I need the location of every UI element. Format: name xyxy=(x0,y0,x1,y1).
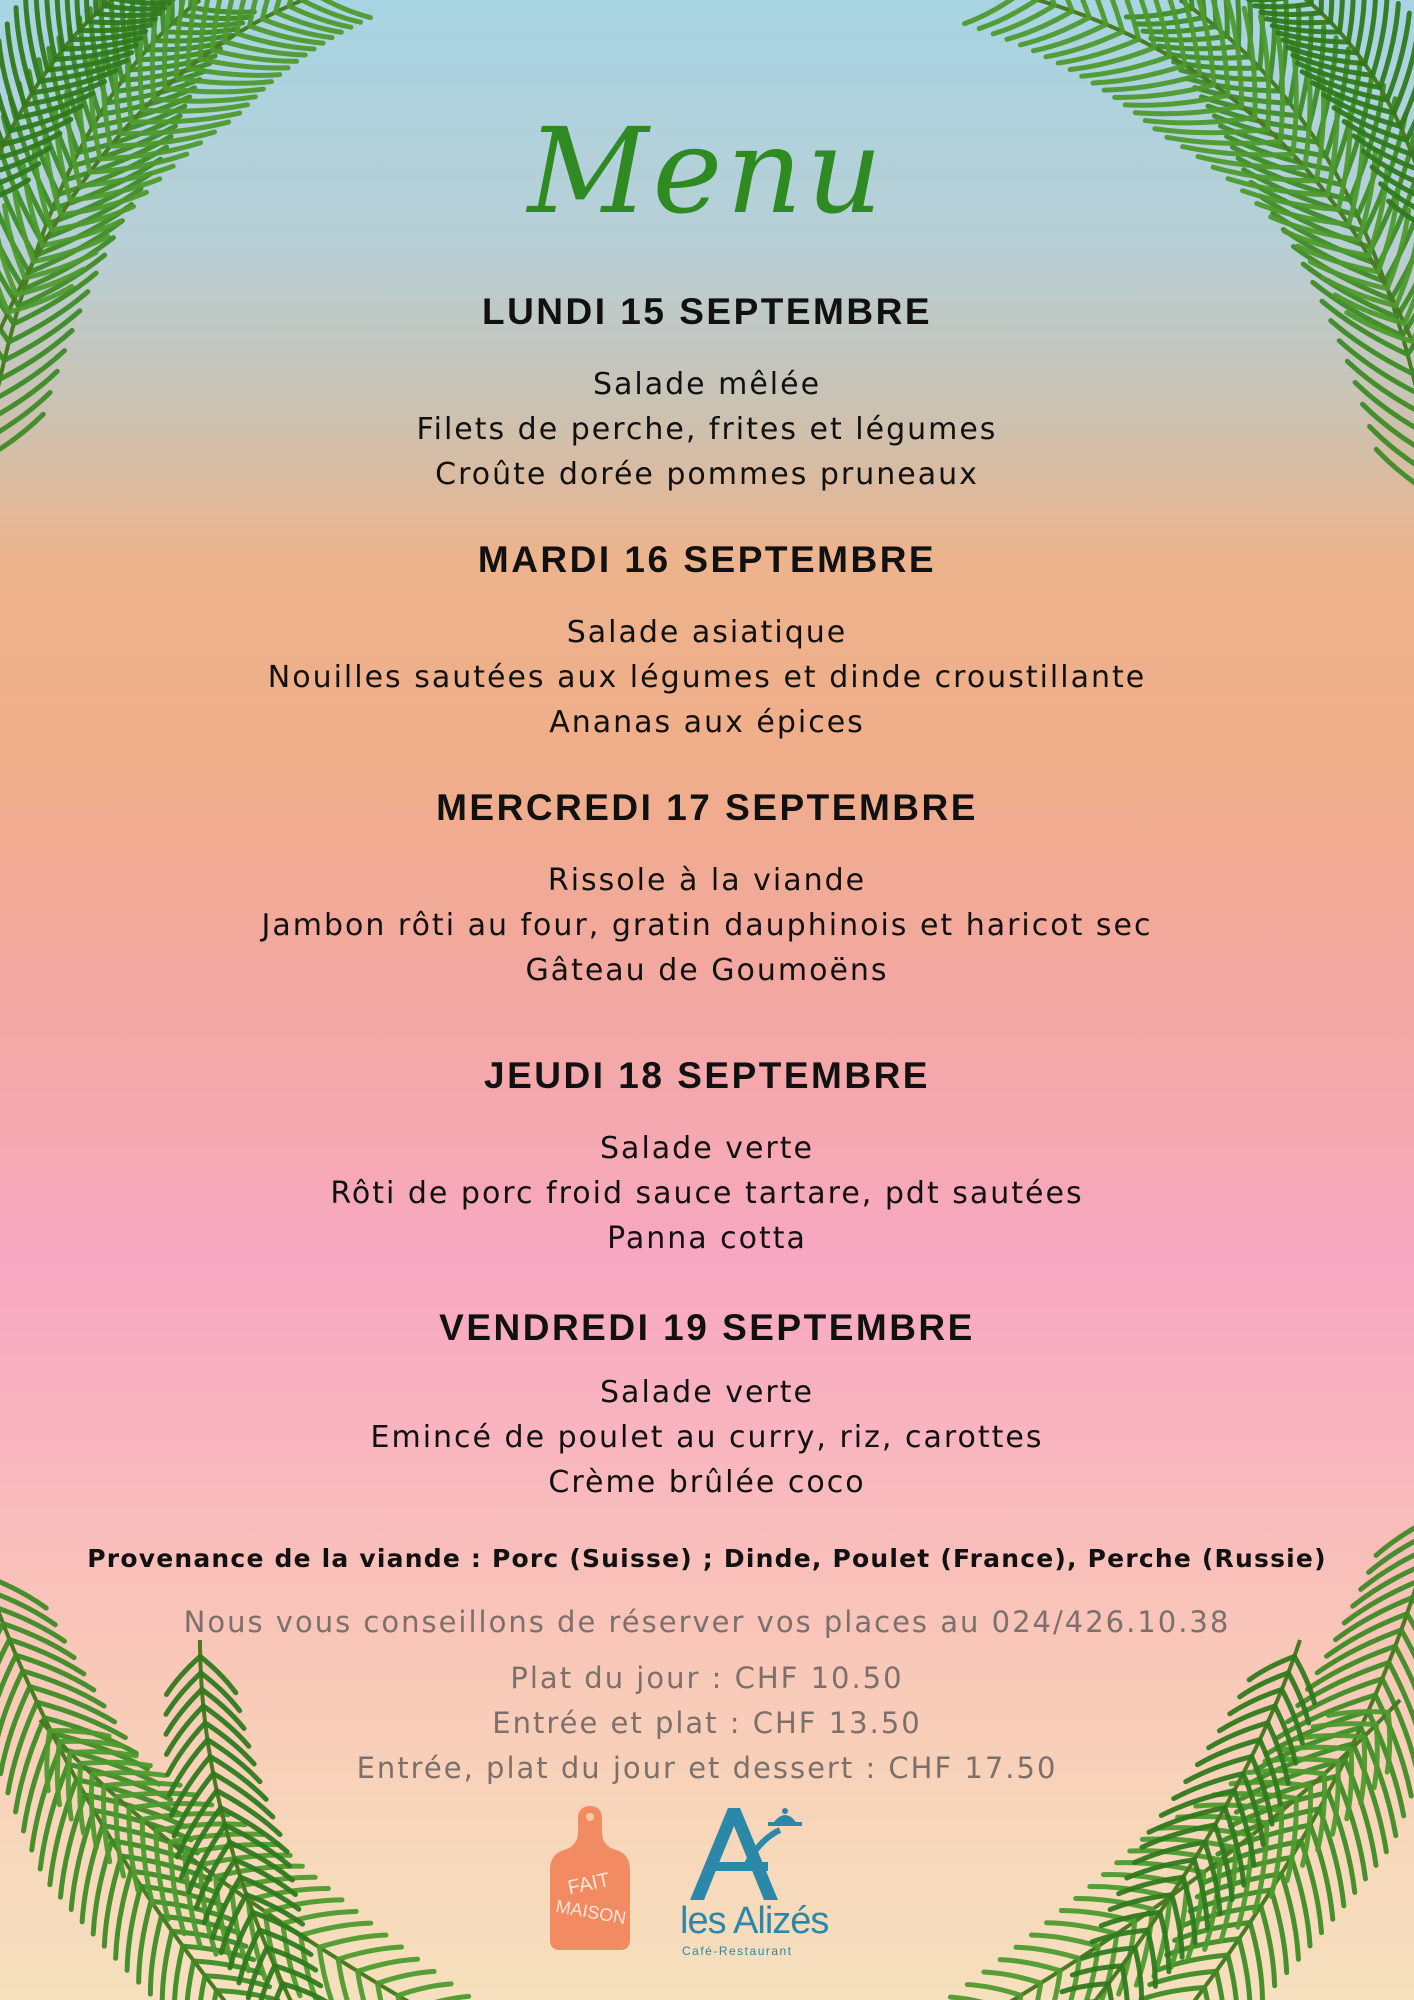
dish-dessert: Croûte dorée pommes pruneaux xyxy=(435,457,979,492)
dish-dessert: Ananas aux épices xyxy=(549,705,865,740)
les-alizes-name: les Alizés xyxy=(680,1900,829,1942)
les-alizes-subtitle: Café-Restaurant xyxy=(682,1944,793,1958)
reservation-note xyxy=(0,1600,1414,1645)
dish-main: Emincé de poulet au curry, riz, carottes xyxy=(370,1420,1044,1455)
dish-starter: Salade verte xyxy=(600,1131,814,1166)
dish-dessert: Crème brûlée coco xyxy=(548,1465,866,1500)
price-list xyxy=(0,1656,1414,1791)
day-heading: LUNDI 15 SEPTEMBRE xyxy=(481,291,932,332)
dish-dessert: Gâteau de Goumoëns xyxy=(525,953,889,988)
fait-maison-logo xyxy=(548,1806,632,1952)
dish-starter: Salade asiatique xyxy=(566,615,848,650)
dish-main: Nouilles sautées aux légumes et dinde croustillante xyxy=(267,660,1147,695)
day-monday xyxy=(0,290,1414,497)
day-friday xyxy=(0,1306,1414,1505)
dish-list xyxy=(0,1370,1414,1505)
price-line: Plat du jour : CHF 10.50 xyxy=(510,1661,904,1695)
meat-origin-note: Provenance de la viande : Porc (Suisse) ; Dinde, Poulet (France), Perche (Russie) xyxy=(87,1544,1327,1573)
dish-list xyxy=(0,610,1414,745)
day-wednesday xyxy=(0,786,1414,993)
reservation-text: Nous vous conseillons de réserver vos places au 024/426.10.38 xyxy=(183,1605,1231,1639)
dish-main: Jambon rôti au four, gratin dauphinois et haricot sec xyxy=(261,908,1153,943)
dish-starter: Rissole à la viande xyxy=(547,863,867,898)
dish-main: Rôti de porc froid sauce tartare, pdt sautées xyxy=(330,1176,1084,1211)
les-alizes-logo-mark xyxy=(680,1800,820,1904)
day-heading: MERCREDI 17 SEPTEMBRE xyxy=(436,787,978,828)
dish-list xyxy=(0,1126,1414,1261)
fait-maison-line1: FAIT xyxy=(565,1868,612,1900)
dish-starter: Salade verte xyxy=(600,1375,814,1410)
price-line: Entrée, plat du jour et dessert : CHF 17.50 xyxy=(356,1751,1058,1785)
dish-starter: Salade mêlée xyxy=(592,367,822,402)
dish-list xyxy=(0,362,1414,497)
dish-list xyxy=(0,858,1414,993)
price-line: Entrée et plat : CHF 13.50 xyxy=(492,1706,922,1740)
fait-maison-line2: MAISON xyxy=(554,1896,628,1929)
day-heading: MARDI 16 SEPTEMBRE xyxy=(477,539,937,580)
day-heading: JEUDI 18 SEPTEMBRE xyxy=(484,1055,930,1096)
menu-title: Menu xyxy=(527,102,887,240)
day-tuesday xyxy=(0,538,1414,745)
day-thursday xyxy=(0,1054,1414,1261)
dish-main: Filets de perche, frites et légumes xyxy=(416,412,998,447)
day-heading: VENDREDI 19 SEPTEMBRE xyxy=(439,1307,975,1348)
dish-dessert: Panna cotta xyxy=(607,1221,807,1256)
